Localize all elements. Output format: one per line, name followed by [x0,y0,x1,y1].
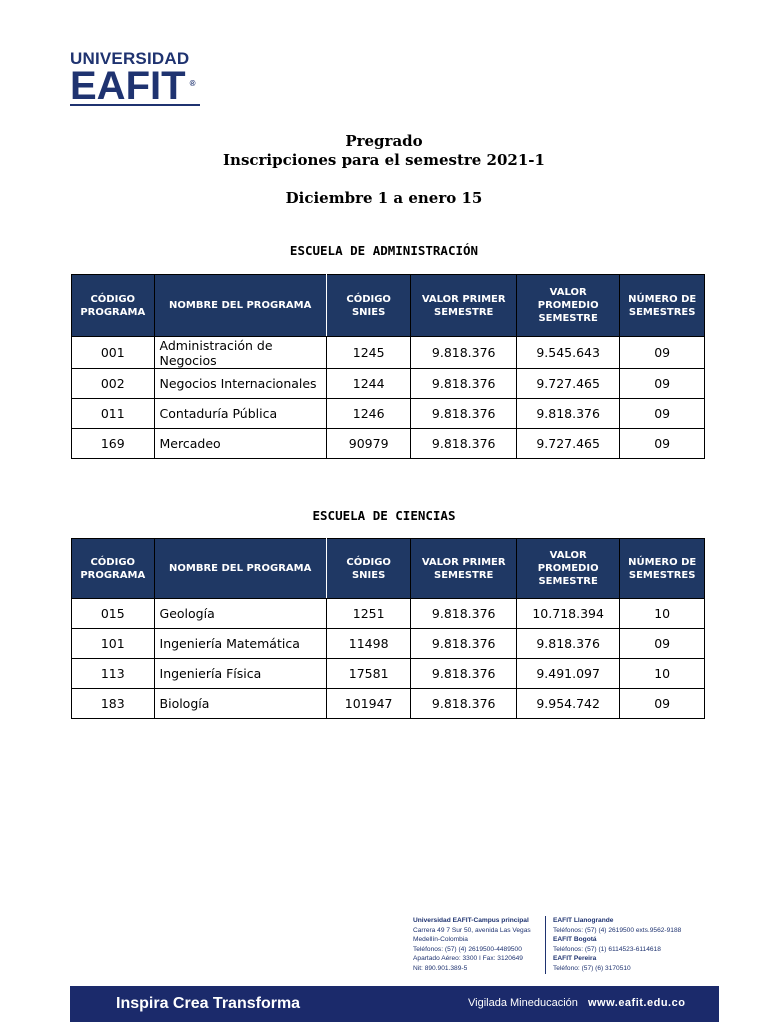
footer-line: EAFIT Llanogrande [553,917,614,924]
cell-first: 9.818.376 [411,337,517,369]
footer-slogan: Inspira Crea Transforma [116,995,301,1012]
footer-other-campuses [546,916,681,974]
logo-university-text: UNIVERSIDAD [70,49,190,68]
cell-snies: 1251 [326,599,411,629]
programs-table-admin [71,274,705,459]
logo-eafit-text: EAFIT ® [70,64,196,108]
cell-name: Administración de Negocios [154,337,326,369]
page-title [0,132,768,170]
footer-line: Teléfonos: (57) (4) 2619500 exts.9562-9188 [553,926,682,934]
title-level: Pregrado [345,132,423,150]
cell-name: Contaduría Pública [154,399,326,429]
cell-first: 9.818.376 [411,369,517,399]
cell-sem: 10 [620,599,705,629]
programs-table-sciences [71,538,705,719]
cell-avg: 9.545.643 [516,337,619,369]
footer-contact-info [413,916,681,974]
cell-snies: 11498 [326,629,411,659]
footer-line: Carrera 49 7 Sur 50, avenida Las Vegas [413,926,531,934]
cell-code: 015 [72,599,155,629]
date-range: Diciembre 1 a enero 15 [285,189,483,207]
cell-snies: 90979 [326,429,411,459]
school-title-admin: ESCUELA DE ADMINISTRACIÓN [289,243,479,258]
cell-sem: 10 [620,659,705,689]
eafit-logo [70,50,205,108]
cell-sem: 09 [620,689,705,719]
cell-code: 101 [72,629,155,659]
cell-sem: 09 [620,369,705,399]
table-row [72,689,705,719]
cell-sem: 09 [620,629,705,659]
footer-vigilada: Vigilada Mineducación [468,997,578,1009]
cell-snies: 1244 [326,369,411,399]
footer-line: Teléfonos: (57) (1) 6114523-6114618 [553,945,661,953]
cell-code: 011 [72,399,155,429]
table-row [72,659,705,689]
table-row [72,599,705,629]
cell-sem: 09 [620,337,705,369]
cell-code: 001 [72,337,155,369]
col-header-snies: CÓDIGO SNIES [326,539,411,599]
cell-first: 9.818.376 [411,399,517,429]
cell-first: 9.818.376 [411,429,517,459]
table-row [72,337,705,369]
col-header-avg-value: VALOR PROMEDIO SEMESTRE [516,275,619,337]
col-header-name: NOMBRE DEL PROGRAMA [154,539,326,599]
cell-snies: 17581 [326,659,411,689]
col-header-first-value: VALOR PRIMER SEMESTRE [411,275,517,337]
cell-first: 9.818.376 [411,659,517,689]
cell-sem: 09 [620,399,705,429]
footer-line: EAFIT Pereira [553,955,597,963]
col-header-first-value: VALOR PRIMER SEMESTRE [411,539,517,599]
col-header-code: CÓDIGO PROGRAMA [72,275,155,337]
footer-bar [70,986,719,1022]
footer-line: Universidad EAFIT-Campus principal [413,917,529,924]
table-row [72,629,705,659]
cell-first: 9.818.376 [411,599,517,629]
cell-avg: 9.727.465 [516,369,619,399]
cell-code: 183 [72,689,155,719]
table-row [72,369,705,399]
footer-campus-principal [413,916,546,974]
cell-avg: 9.954.742 [516,689,619,719]
col-header-code: CÓDIGO PROGRAMA [72,539,155,599]
footer-website-link[interactable]: www.eafit.edu.co [588,997,686,1009]
cell-name: Ingeniería Física [154,659,326,689]
col-header-snies: CÓDIGO SNIES [326,275,411,337]
col-header-name: NOMBRE DEL PROGRAMA [154,275,326,337]
cell-code: 002 [72,369,155,399]
cell-name: Ingeniería Matemática [154,629,326,659]
cell-avg: 9.818.376 [516,629,619,659]
col-header-semesters: NÚMERO DE SEMESTRES [620,275,705,337]
cell-name: Geología [154,599,326,629]
cell-name: Biología [154,689,326,719]
cell-snies: 101947 [326,689,411,719]
footer-line: Nit: 890.901.389-5 [413,964,468,972]
school-title-sciences: ESCUELA DE CIENCIAS [312,508,456,523]
footer-line: Apartado Aéreo: 3300 I Fax: 3120649 [413,955,523,963]
cell-snies: 1245 [326,337,411,369]
cell-sem: 09 [620,429,705,459]
footer-line: Teléfono: (57) (6) 3170510 [553,964,631,972]
cell-name: Negocios Internacionales [154,369,326,399]
cell-avg: 9.491.097 [516,659,619,689]
cell-avg: 10.718.394 [516,599,619,629]
footer-line: Teléfonos: (57) (4) 2619500-4489500 [413,945,522,953]
col-header-avg-value: VALOR PROMEDIO SEMESTRE [516,539,619,599]
cell-name: Mercadeo [154,429,326,459]
table-row [72,429,705,459]
cell-avg: 9.818.376 [516,399,619,429]
col-header-semesters: NÚMERO DE SEMESTRES [620,539,705,599]
cell-first: 9.818.376 [411,629,517,659]
cell-avg: 9.727.465 [516,429,619,459]
cell-first: 9.818.376 [411,689,517,719]
footer-line: Medellín-Colombia [413,936,468,944]
cell-code: 169 [72,429,155,459]
table-row [72,399,705,429]
cell-code: 113 [72,659,155,689]
footer-line: EAFIT Bogotá [553,936,597,944]
title-inscriptions: Inscripciones para el semestre 2021-1 [223,151,545,169]
cell-snies: 1246 [326,399,411,429]
